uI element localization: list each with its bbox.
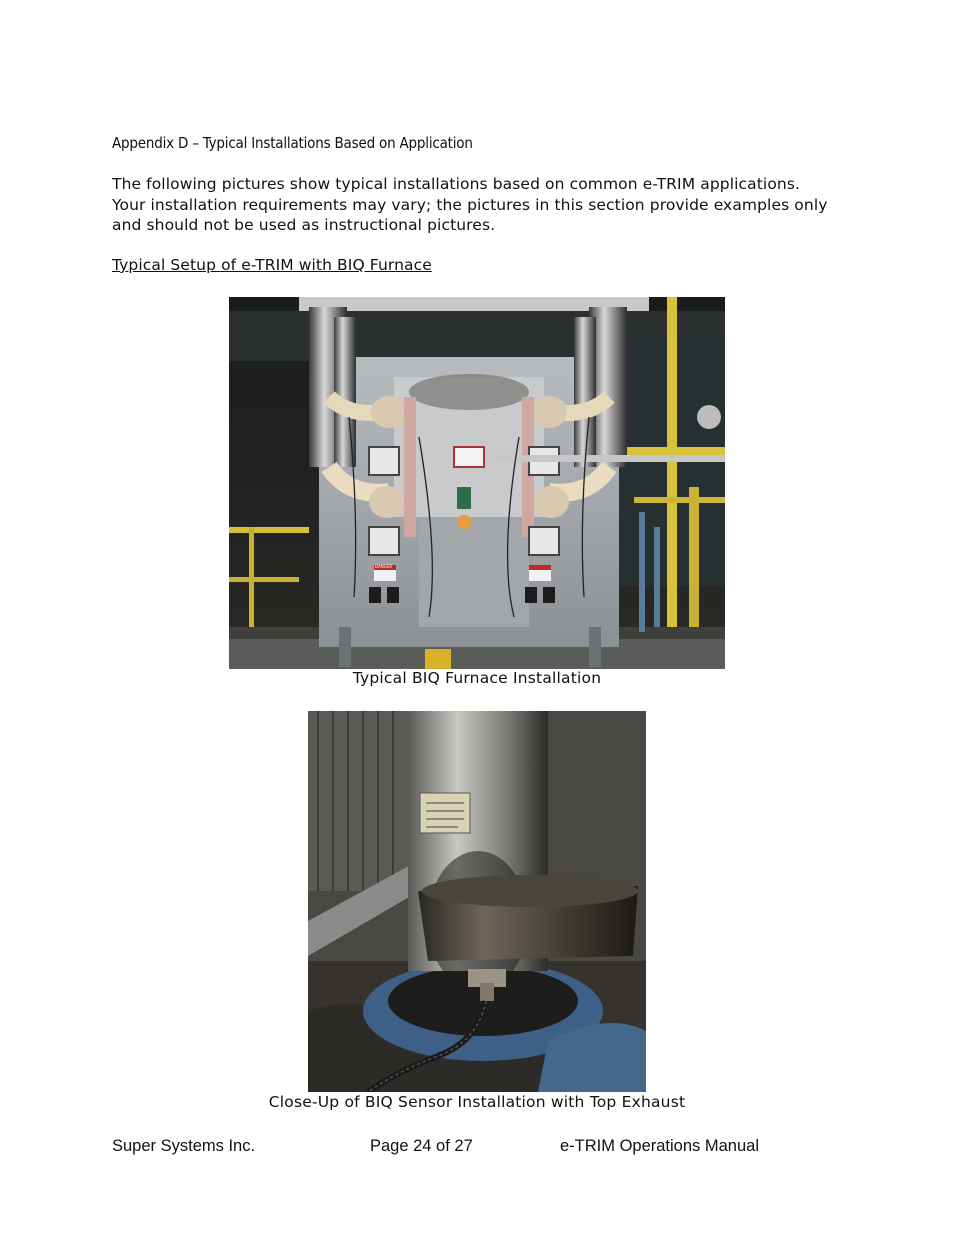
appendix-heading: Appendix D – Typical Installations Based on Application (112, 134, 473, 152)
furnace-photo (229, 297, 725, 669)
footer-company: Super Systems Inc. (112, 1137, 256, 1155)
danger-sign-label: DANGER (375, 564, 393, 569)
section-subheading: Typical Setup of e-TRIM with BIQ Furnace (112, 256, 432, 274)
footer-page-number: Page 24 of 27 (370, 1137, 473, 1155)
figure-1-caption: Typical BIQ Furnace Installation (352, 669, 602, 687)
footer-manual-title: e-TRIM Operations Manual (560, 1137, 759, 1155)
intro-paragraph: The following pictures show typical installations based on common e-TRIM applications. Your installation requirements may vary; the pictures in this section provide examples only and should not be used as instructional pictures. (112, 175, 828, 234)
figure-2-caption: Close-Up of BIQ Sensor Installation with Top Exhaust (268, 1093, 686, 1111)
sensor-photo (308, 711, 646, 1092)
